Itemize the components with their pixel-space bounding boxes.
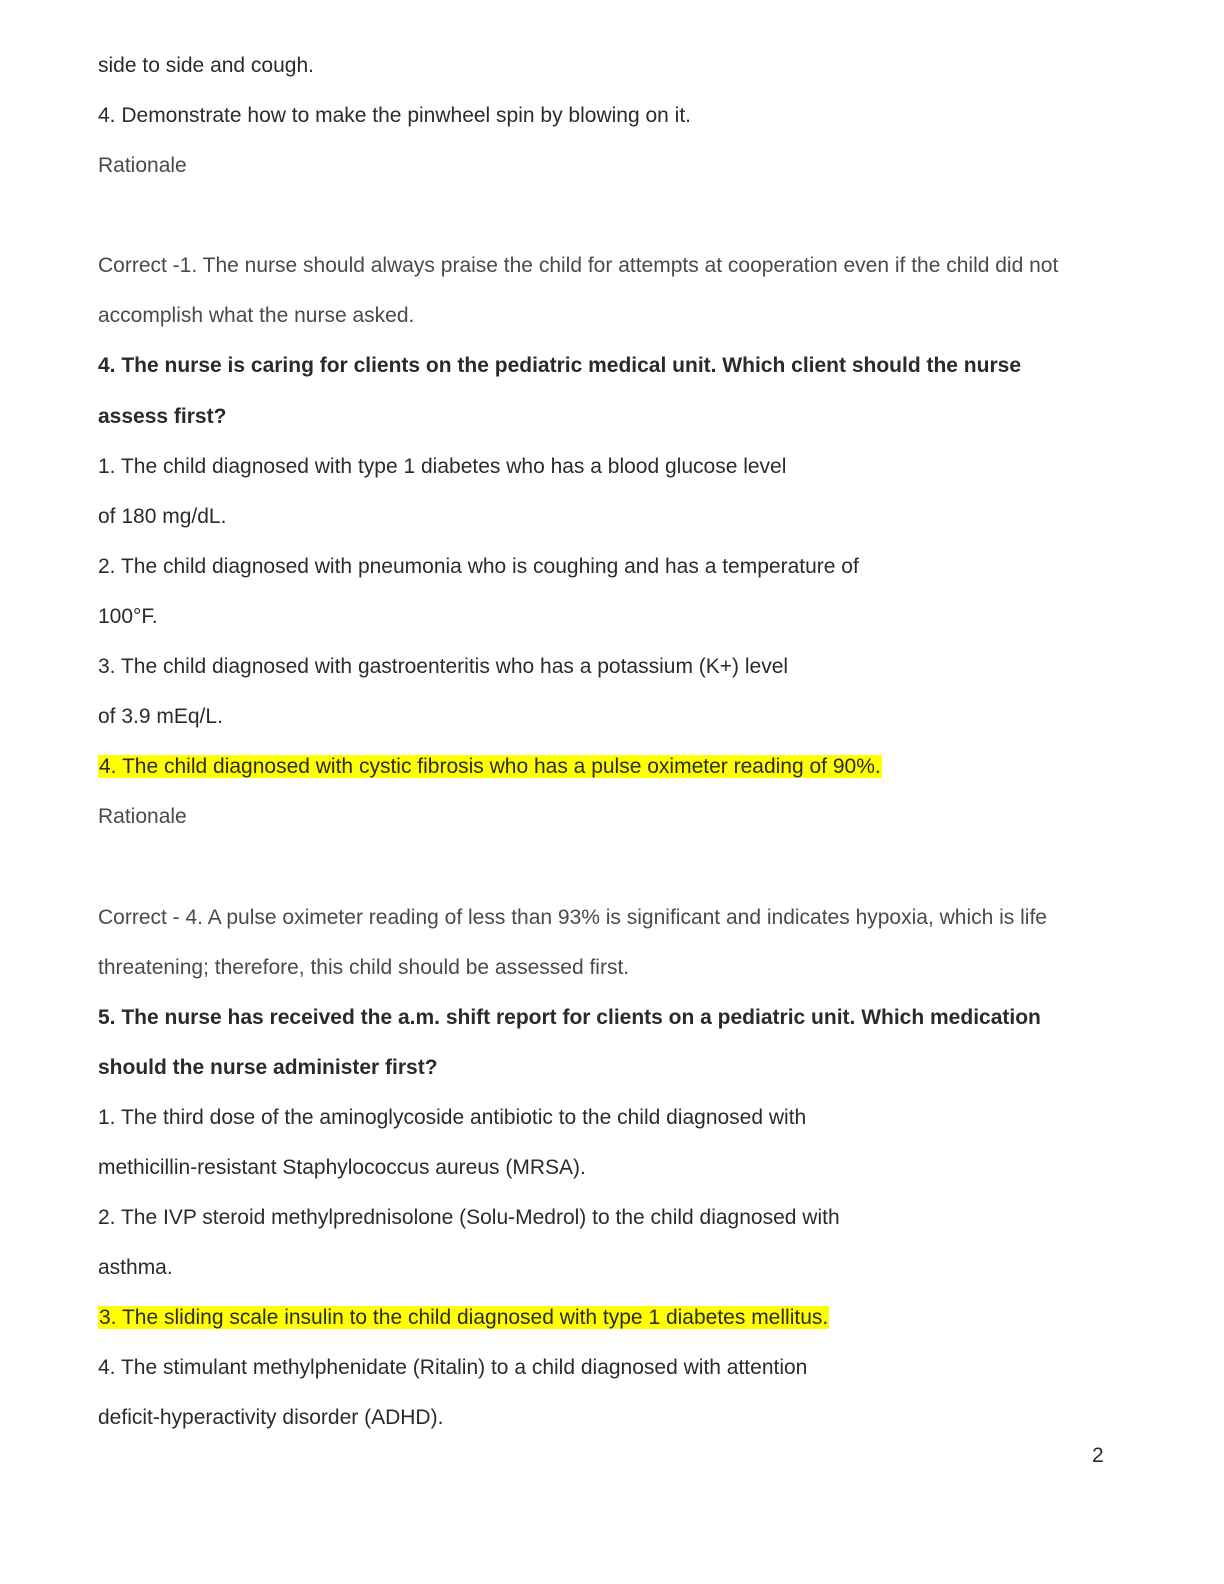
answer-option: asthma.	[98, 1256, 173, 1279]
answer-option-highlighted	[98, 1305, 829, 1331]
answer-option: 100°F.	[98, 605, 158, 628]
question-text: 5. The nurse has received the a.m. shift report for clients on a pediatric unit. Which medication	[98, 1006, 1041, 1029]
rationale-heading: Rationale	[98, 805, 187, 828]
question-text: 4. The nurse is caring for clients on the pediatric medical unit. Which client should the nurse	[98, 354, 1021, 377]
correct-answer-highlight: 4. The child diagnosed with cystic fibrosis who has a pulse oximeter reading of 90%.	[99, 755, 881, 778]
answer-option: 2. The IVP steroid methylprednisolone (Solu-Medrol) to the child diagnosed with	[98, 1206, 840, 1229]
rationale-text: Correct - 4. A pulse oximeter reading of less than 93% is significant and indicates hypoxia, which is life	[98, 906, 1047, 929]
text-line: side to side and cough.	[98, 54, 314, 77]
question-text: should the nurse administer first?	[98, 1056, 438, 1079]
page-number: 2	[1092, 1444, 1104, 1467]
answer-option: 1. The child diagnosed with type 1 diabetes who has a blood glucose level	[98, 455, 787, 478]
answer-option: of 3.9 mEq/L.	[98, 705, 223, 728]
question-text: assess first?	[98, 405, 227, 428]
correct-answer-highlight: 3. The sliding scale insulin to the child diagnosed with type 1 diabetes mellitus.	[99, 1306, 829, 1329]
answer-option: 1. The third dose of the aminoglycoside antibiotic to the child diagnosed with	[98, 1106, 807, 1129]
answer-option: 4. Demonstrate how to make the pinwheel spin by blowing on it.	[98, 104, 691, 127]
rationale-heading: Rationale	[98, 154, 187, 177]
answer-option: of 180 mg/dL.	[98, 505, 227, 528]
answer-option: deficit-hyperactivity disorder (ADHD).	[98, 1406, 444, 1429]
answer-option-highlighted	[98, 754, 882, 780]
answer-option: 3. The child diagnosed with gastroenteritis who has a potassium (K+) level	[98, 655, 789, 678]
rationale-text: Correct -1. The nurse should always praise the child for attempts at cooperation even if the child did not	[98, 254, 1059, 277]
answer-option: methicillin-resistant Staphylococcus aureus (MRSA).	[98, 1156, 586, 1179]
answer-option: 2. The child diagnosed with pneumonia who is coughing and has a temperature of	[98, 555, 859, 578]
answer-option: 4. The stimulant methylphenidate (Ritalin) to a child diagnosed with attention	[98, 1356, 808, 1379]
rationale-text: threatening; therefore, this child should be assessed first.	[98, 956, 630, 979]
rationale-text: accomplish what the nurse asked.	[98, 304, 415, 327]
